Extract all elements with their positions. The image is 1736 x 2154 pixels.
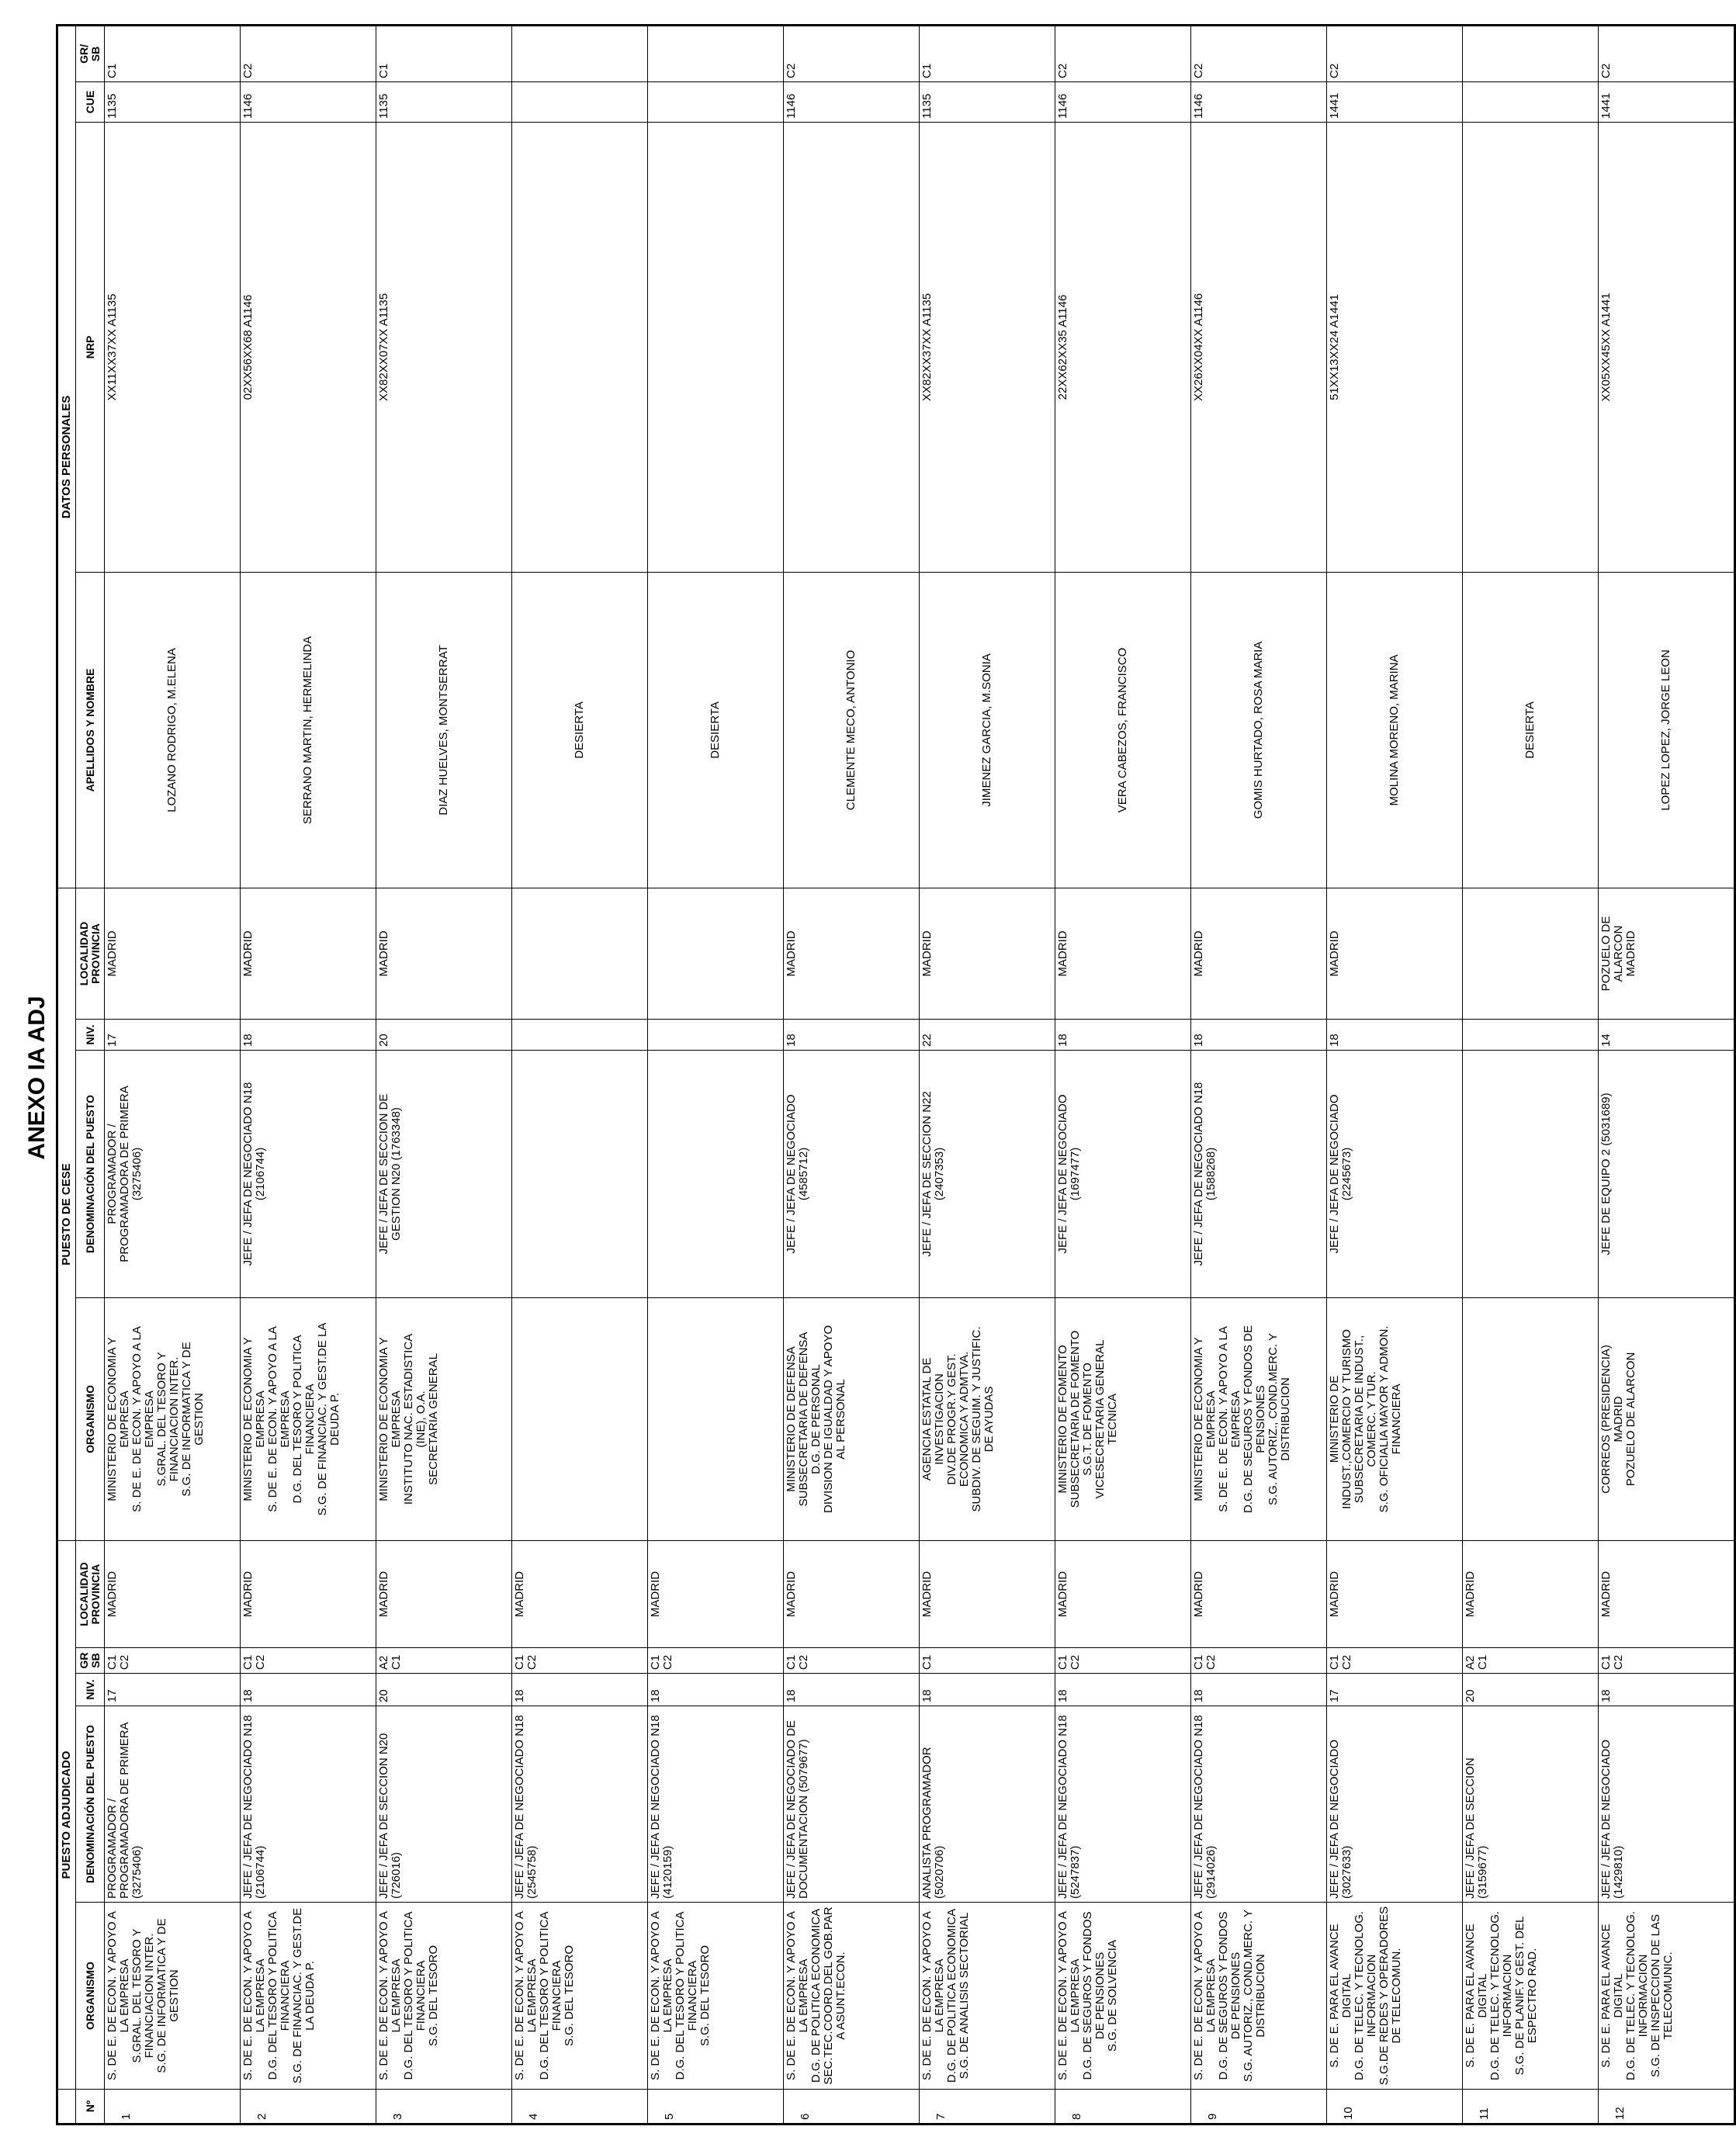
cell-cese-denominacion: JEFE / JEFA DE NEGOCIADO (2245673) [1327,1050,1463,1297]
cell-cue: 1135 [376,81,512,122]
col-header-num: Nº [76,2090,105,2125]
cell-organismo: S. DE E. DE ECON. Y APOYO A LA EMPRESA S.GRAL. DEL TESORO Y FINANCIACION INTER. S.G. DE INFORMATICA Y DE GESTION [105,1903,241,2090]
cell-cese-organismo: MINISTERIO DE ECONOMIA Y EMPRESA INSTITUTO NAC. ESTADISTICA (INE), O.A. SECRETARIA GENERAL [376,1297,512,1540]
cell-grsb: A2 C1 [1463,1648,1599,1674]
cell-cese-organismo [512,1297,648,1540]
cell-niv: 18 [784,1674,920,1706]
cell-cue: 1146 [1191,81,1327,122]
cell-cese-organismo: MINISTERIO DE FOMENTO SUBSECRETARIA DE FOMENTO S.G.T. DE FOMENTO VICESECRETARIA GENERAL TECNICA [1055,1297,1191,1540]
cell-gr [648,25,784,81]
cell-gr [1463,25,1599,81]
cell-cue: 1441 [1599,81,1735,122]
cell-niv: 18 [1191,1674,1327,1706]
cell-cese-niv: 18 [241,1019,376,1050]
cell-denominacion: JEFE / JEFA DE NEGOCIADO DE DOCUMENTACION (5079677) [784,1706,920,1903]
cell-localidad: MADRID [920,1540,1055,1647]
cell-cese-localidad: MADRID [376,888,512,1019]
cell-localidad: MADRID [512,1540,648,1647]
cell-num: 11 [1463,2090,1599,2125]
cell-cese-organismo: MINISTERIO DE ECONOMIA Y EMPRESA S. DE E. DE ECON. Y APOYO A LA EMPRESA S.GRAL. DEL TESORO Y FINANCIACION INTER. S.G. DE INFORMATICA Y DE GESTION [105,1297,241,1540]
cell-gr: C1 [105,25,241,81]
cell-nrp: XX11XX37XX A1135 [105,122,241,572]
cell-organismo: S. DE E. DE ECON. Y APOYO A LA EMPRESA D.G. DEL TESORO Y POLITICA FINANCIERA S.G. DEL TESORO [512,1903,648,2090]
cell-grsb: C1 C2 [784,1648,920,1674]
cell-cese-denominacion: JEFE DE EQUIPO 2 (5031689) [1599,1050,1735,1297]
cell-grsb: C1 C2 [1191,1648,1327,1674]
cell-nrp [512,122,648,572]
cell-nrp: XX05XX45XX A1441 [1599,122,1735,572]
cell-niv: 20 [376,1674,512,1706]
cell-cese-organismo: MINISTERIO DE ECONOMIA Y EMPRESA S. DE E. DE ECON. Y APOYO A LA EMPRESA D.G. DEL TESORO Y POLITICA FINANCIERA S.G. DE FINANCIAC. Y GEST.DE LA DEUDA P. [241,1297,376,1540]
cell-cese-denominacion: JEFE / JEFA DE SECCION N22 (2407353) [920,1050,1055,1297]
cell-niv: 18 [920,1674,1055,1706]
table-header [57,25,105,2124]
cell-localidad: MADRID [1327,1540,1463,1647]
col-header-cese-organismo: ORGANISMO [76,1297,105,1540]
cell-cue: 1441 [1327,81,1463,122]
cell-cese-denominacion: JEFE / JEFA DE NEGOCIADO N18 (2106744) [241,1050,376,1297]
cell-cue: 1135 [105,81,241,122]
col-header-apellidos: APELLIDOS Y NOMBRE [76,572,105,888]
group-header-personales: DATOS PERSONALES [57,25,76,888]
cell-denominacion: JEFE / JEFA DE SECCION (3159677) [1463,1706,1599,1903]
cell-denominacion: JEFE / JEFA DE NEGOCIADO N18 (4120159) [648,1706,784,1903]
cell-cue: 1135 [920,81,1055,122]
cell-grsb: A2 C1 [376,1648,512,1674]
cell-cese-localidad: POZUELO DE ALARCON MADRID [1599,888,1735,1019]
cell-desierta: DESIERTA [648,572,784,888]
table-row [1191,25,1327,2124]
col-header-localidad: LOCALIDAD PROVINCIA [76,1540,105,1647]
cell-cese-denominacion: JEFE / JEFA DE SECCION DE GESTION N20 (1763348) [376,1050,512,1297]
cell-denominacion: JEFE / JEFA DE NEGOCIADO N18 (2545758) [512,1706,648,1903]
cell-gr: C1 [376,25,512,81]
cell-cese-niv: 22 [920,1019,1055,1050]
table-row [648,25,784,2124]
cell-apellidos: SERRANO MARTIN, HERMELINDA [241,572,376,888]
cell-cese-localidad: MADRID [1055,888,1191,1019]
cell-cese-localidad: MADRID [1327,888,1463,1019]
cell-cese-localidad [512,888,648,1019]
cell-num: 7 [920,2090,1055,2125]
cell-cese-niv: 18 [1055,1019,1191,1050]
cell-cese-niv: 20 [376,1019,512,1050]
cell-cese-niv: 18 [784,1019,920,1050]
cell-cese-localidad [1463,888,1599,1019]
document-title: ANEXO IA ADJ [24,996,50,1160]
table-row [512,25,648,2124]
cell-cue [512,81,648,122]
cell-niv: 18 [512,1674,648,1706]
cell-apellidos: CLEMENTE MECO, ANTONIO [784,572,920,888]
cell-cese-niv: 18 [1327,1019,1463,1050]
cell-denominacion: ANALISTA PROGRAMADOR (5020706) [920,1706,1055,1903]
cell-cue: 1146 [1055,81,1191,122]
cell-denominacion: JEFE / JEFA DE SECCION N20 (726016) [376,1706,512,1903]
cell-nrp: 51XX13XX24 A1441 [1327,122,1463,572]
cell-cese-localidad: MADRID [920,888,1055,1019]
col-header-niv: NIV. [76,1674,105,1706]
cell-organismo: S. DE E. DE ECON. Y APOYO A LA EMPRESA D.G. DEL TESORO Y POLITICA FINANCIERA S.G. DEL TESORO [648,1903,784,2090]
cell-cese-denominacion: PROGRAMADOR / PROGRAMADORA DE PRIMERA (3275406) [105,1050,241,1297]
cell-gr: C2 [1599,25,1735,81]
col-header-cese-niv: NIV. [76,1019,105,1050]
cell-num: 8 [1055,2090,1191,2125]
cell-grsb: C1 C2 [648,1648,784,1674]
cell-localidad: MADRID [1599,1540,1735,1647]
cell-cese-organismo: MINISTERIO DE ECONOMIA Y EMPRESA S. DE E. DE ECON. Y APOYO A LA EMPRESA D.G. DE SEGUROS Y FONDOS DE PENSIONES S.G. AUTORIZ., COND.MERC. Y DISTRIBUCION [1191,1297,1327,1540]
cell-apellidos: DIAZ HUELVES, MONTSERRAT [376,572,512,888]
cell-gr: C1 [920,25,1055,81]
table-row [920,25,1055,2124]
cell-cese-localidad: MADRID [241,888,376,1019]
cell-localidad: MADRID [241,1540,376,1647]
cell-organismo: S. DE E. DE ECON. Y APOYO A LA EMPRESA D.G. DE POLITICA ECONOMICA S.G. DE ANALISIS SECTORIAL [920,1903,1055,2090]
cell-apellidos: LOPEZ LOPEZ, JORGE LEON [1599,572,1735,888]
cell-grsb: C1 C2 [512,1648,648,1674]
cell-grsb: C1 [920,1648,1055,1674]
cell-cese-denominacion: JEFE / JEFA DE NEGOCIADO N18 (1588268) [1191,1050,1327,1297]
cell-cue: 1146 [241,81,376,122]
cell-niv: 18 [1055,1674,1191,1706]
col-header-cese-denominacion: DENOMINACIÓN DEL PUESTO [76,1050,105,1297]
cell-localidad: MADRID [784,1540,920,1647]
cell-organismo: S. DE E. PARA EL AVANCE DIGITAL D.G. DE TELEC. Y TECNOLOG. INFORMACION S.G. DE PLANIF.Y GEST. DEL ESPECTRO RAD. [1463,1903,1599,2090]
cell-cese-denominacion [1463,1050,1599,1297]
cell-gr: C2 [1191,25,1327,81]
cell-apellidos: JIMENEZ GARCIA, M.SONIA [920,572,1055,888]
cell-nrp: XX82XX37XX A1135 [920,122,1055,572]
cell-cese-niv: 14 [1599,1019,1735,1050]
cell-cese-organismo: CORREOS (PRESIDENCIA) MADRID POZUELO DE ALARCON [1599,1297,1735,1540]
cell-cue: 1146 [784,81,920,122]
table-row [1055,25,1191,2124]
cell-niv: 18 [1599,1674,1735,1706]
cell-cese-niv: 17 [105,1019,241,1050]
table-body [105,25,1735,2124]
cell-cese-denominacion [648,1050,784,1297]
cell-num: 6 [784,2090,920,2125]
cell-gr: C2 [1055,25,1191,81]
cell-organismo: S. DE E. PARA EL AVANCE DIGITAL D.G. DE TELEC. Y TECNOLOG. INFORMACION S.G. DE INSPECCION DE LAS TELECOMUNIC. [1599,1903,1735,2090]
cell-cese-niv [648,1019,784,1050]
cell-denominacion: JEFE / JEFA DE NEGOCIADO N18 (5247837) [1055,1706,1191,1903]
cell-num: 1 [105,2090,241,2125]
cell-localidad: MADRID [1055,1540,1191,1647]
group-header-adjudicado: PUESTO ADJUDICADO [57,1540,76,2089]
cell-cue [648,81,784,122]
cell-nrp [784,122,920,572]
cell-nrp: XX82XX07XX A1135 [376,122,512,572]
cell-cese-organismo: MINISTERIO DE INDUST.,COMERCIO Y TURISMO SUBSECRETARIA DE INDUST., COMERC. Y TUR. S.G. OFICIALIA MAYOR Y ADMON. FINANCIERA [1327,1297,1463,1540]
cell-num: 2 [241,2090,376,2125]
cell-cese-localidad: MADRID [1191,888,1327,1019]
table-row [1463,25,1599,2124]
cell-gr: C2 [784,25,920,81]
cell-localidad: MADRID [1463,1540,1599,1647]
cell-nrp: XX26XX04XX A1146 [1191,122,1327,572]
cell-nrp [648,122,784,572]
col-header-denominacion: DENOMINACIÓN DEL PUESTO [76,1706,105,1903]
header-blank [57,2090,76,2125]
cell-cese-localidad: MADRID [784,888,920,1019]
cell-organismo: S. DE E. DE ECON. Y APOYO A LA EMPRESA D.G. DEL TESORO Y POLITICA FINANCIERA S.G. DE FINANCIAC. Y GEST.DE LA DEUDA P. [241,1903,376,2090]
cell-num: 10 [1327,2090,1463,2125]
cell-cese-niv [1463,1019,1599,1050]
cell-localidad: MADRID [1191,1540,1327,1647]
cell-organismo: S. DE E. PARA EL AVANCE DIGITAL D.G. DE TELEC. Y TECNOLOG. INFORMACION S.G.DE REDES Y OPERADORES DE TELECOMUN. [1327,1903,1463,2090]
cell-denominacion: PROGRAMADOR / PROGRAMADORA DE PRIMERA (3275406) [105,1706,241,1903]
cell-grsb: C1 C2 [1599,1648,1735,1674]
cell-cese-localidad [648,888,784,1019]
table-row [784,25,920,2124]
cell-grsb: C1 C2 [1327,1648,1463,1674]
table-row [241,25,376,2124]
cell-localidad: MADRID [105,1540,241,1647]
cell-num: 12 [1599,2090,1735,2125]
table-row [105,25,241,2124]
rotated-page [19,19,1675,2137]
cell-nrp: 02XX56XX68 A1146 [241,122,376,572]
cell-organismo: S. DE E. DE ECON. Y APOYO A LA EMPRESA D.G. DE SEGUROS Y FONDOS DE PENSIONES S.G. AUTORIZ., COND.MERC. Y DISTRIBUCION [1191,1903,1327,2090]
cell-cese-niv: 18 [1191,1019,1327,1050]
cell-num: 5 [648,2090,784,2125]
cell-cese-denominacion: JEFE / JEFA DE NEGOCIADO (4585712) [784,1050,920,1297]
cell-cese-organismo [1463,1297,1599,1540]
col-header-cese-localidad: LOCALIDAD PROVINCIA [76,888,105,1019]
cell-desierta: DESIERTA [1463,572,1599,888]
cell-cese-organismo: MINISTERIO DE DEFENSA SUBSECRETARIA DE DEFENSA D.G. DE PERSONAL DIVISION DE IGUALDAD Y APOYO AL PERSONAL [784,1297,920,1540]
cell-cese-denominacion: JEFE / JEFA DE NEGOCIADO (1697477) [1055,1050,1191,1297]
cell-grsb: C1 C2 [105,1648,241,1674]
cell-num: 4 [512,2090,648,2125]
cell-niv: 18 [648,1674,784,1706]
col-header-nrp: NRP [76,122,105,572]
cell-desierta: DESIERTA [512,572,648,888]
cell-apellidos: VERA CABEZOS, FRANCISCO [1055,572,1191,888]
cell-denominacion: JEFE / JEFA DE NEGOCIADO (3027633) [1327,1706,1463,1903]
cell-num: 9 [1191,2090,1327,2125]
cell-organismo: S. DE E. DE ECON. Y APOYO A LA EMPRESA D.G. DEL TESORO Y POLITICA FINANCIERA S.G. DEL TESORO [376,1903,512,2090]
cell-nrp: 22XX62XX35 A1146 [1055,122,1191,572]
cell-localidad: MADRID [648,1540,784,1647]
cell-gr: C2 [241,25,376,81]
cell-denominacion: JEFE / JEFA DE NEGOCIADO N18 (2914026) [1191,1706,1327,1903]
group-header-cese: PUESTO DE CESE [57,888,76,1540]
cell-cese-niv [512,1019,648,1050]
table-row [1327,25,1463,2124]
cell-cese-localidad: MADRID [105,888,241,1019]
cell-organismo: S. DE E. DE ECON. Y APOYO A LA EMPRESA D.G. DE POLITICA ECONOMICA SEC.TEC.COORD.DEL GOB.PAR A ASUNT.ECON. [784,1903,920,2090]
cell-cese-denominacion [512,1050,648,1297]
cell-gr [512,25,648,81]
table-row [1599,25,1735,2124]
col-header-gr: GR/ SB [76,25,105,81]
cell-cese-organismo: AGENCIA ESTATAL DE INVESTIGACION DIV.DE PROGR.Y GEST. ECONOMICA Y ADMTVA. SUBDIV. DE SEGUIM. Y JUSTIFIC. DE AYUDAS [920,1297,1055,1540]
table-row [376,25,512,2124]
cell-num: 3 [376,2090,512,2125]
cell-denominacion: JEFE / JEFA DE NEGOCIADO N18 (2106744) [241,1706,376,1903]
cell-nrp [1463,122,1599,572]
cell-niv: 20 [1463,1674,1599,1706]
cell-cue [1463,81,1599,122]
adjudication-table [56,24,1736,2125]
cell-grsb: C1 C2 [241,1648,376,1674]
col-header-organismo: ORGANISMO [76,1903,105,2090]
cell-localidad: MADRID [376,1540,512,1647]
cell-organismo: S. DE E. DE ECON. Y APOYO A LA EMPRESA D.G. DE SEGUROS Y FONDOS DE PENSIONES S.G. DE SOLVENCIA [1055,1903,1191,2090]
cell-niv: 18 [241,1674,376,1706]
cell-cese-organismo [648,1297,784,1540]
cell-denominacion: JEFE / JEFA DE NEGOCIADO (1429810) [1599,1706,1735,1903]
cell-niv: 17 [105,1674,241,1706]
cell-apellidos: GOMIS HURTADO, ROSA MARIA [1191,572,1327,888]
col-header-cue: CUE [76,81,105,122]
cell-grsb: C1 C2 [1055,1648,1191,1674]
cell-apellidos: MOLINA MORENO, MARINA [1327,572,1463,888]
cell-niv: 17 [1327,1674,1463,1706]
col-header-grsb: GR SB [76,1648,105,1674]
cell-apellidos: LOZANO RODRIGO, M.ELENA [105,572,241,888]
cell-gr: C2 [1327,25,1463,81]
